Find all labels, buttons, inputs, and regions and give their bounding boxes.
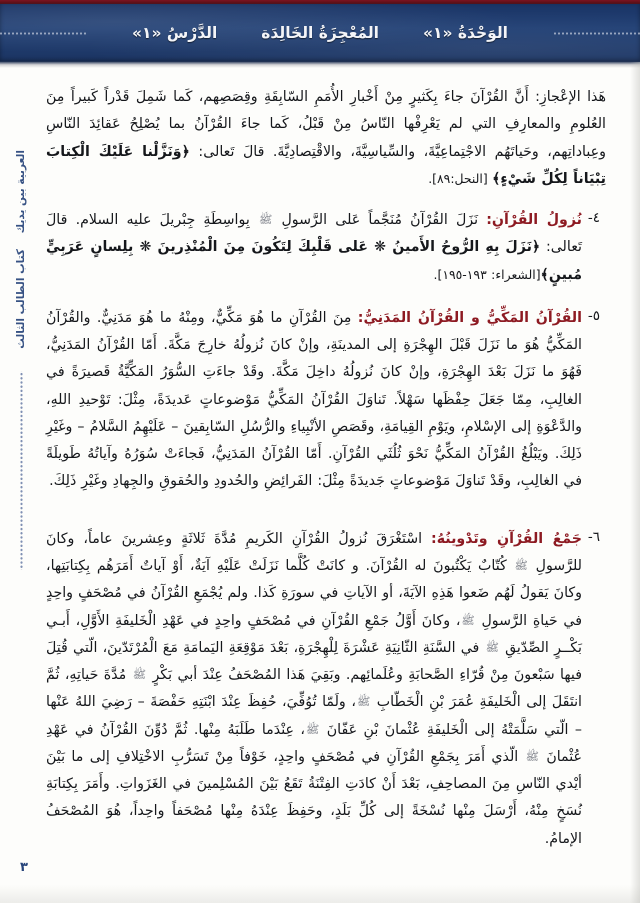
- item-verse: ﴿نَزَلَ بِهِ الرُّوحُ الأَمينُ ❋ عَلى قَلْبِكَ لِتَكُونَ مِنَ الْمُنْذِرينَ ❋ بِلِسانٍ عَرَبِيٍّ مُبينٍ﴾: [46, 239, 582, 283]
- honorific-radiyallahu-icon: ﷺ: [485, 640, 499, 654]
- item-number: ٤-: [587, 210, 601, 227]
- intro-verse-reference: [النحل:٨٩].: [428, 170, 493, 186]
- header-dots-rule-right: [552, 31, 640, 36]
- spine-dots-rule: [19, 371, 24, 570]
- list-item: [46, 305, 606, 496]
- item-text-before: نَزَلَ القُرْآنُ مُنَجَّماً عَلى الرَّسولِ: [273, 212, 487, 229]
- intro-text: هَذا الإعْجازِ: أَنَّ القُرْآنَ جاءَ بِكَثيرٍ مِنْ أَخْبارِ الأُمَمِ السّابِقَةِ وقِصَصِهم، كَما شَمِلَ قَدْراً كَبيراً مِنَ العُلومِ والمعارِفِ التي لم يَعْرِفْها النّاسُ مِنْ قَبْلُ، كَما جاءَ القُرْآنُ بما يُصْلِحُ عَقائِدَ النّاسِ وعِباداتِهم، وحَياتَهُم الاجْتِماعِيَّةَ، والسِّياسِيَّةَ، والاقْتِصادِيَّةَ. قالَ تَعالى:: [46, 89, 606, 160]
- honorific-sallallahu-icon: ﷺ: [514, 558, 528, 572]
- intro-verse: ﴿وَنَزَّلْنا عَلَيْكَ الْكِتابَ تِبْيَاناً لِكُلِّ شَيْءٍ﴾: [46, 143, 606, 187]
- header-content: [0, 4, 640, 62]
- item-content: [46, 526, 582, 853]
- honorific-radiyallahu-icon: ﷺ: [305, 722, 320, 736]
- item-text-mid: بِواسِطَةِ جِبْريلَ عليه السلام. قالَ تَعالى:: [46, 212, 582, 256]
- honorific-sallallahu-icon: ﷺ: [461, 613, 475, 627]
- page-bottom-shadow: [0, 885, 640, 903]
- page-header-banner: [0, 4, 640, 62]
- item-text-1: اسْتَغْرَقَ نُزولُ القُرْآنِ الكَريمِ مُدَّةَ ثَلاثَةٍ وعِشرينَ عاماً، وكانَ للرَّسولِ: [46, 530, 583, 574]
- list-item: [46, 207, 606, 289]
- list-item: [46, 526, 606, 853]
- item-lead-heading: القُرْآنُ المَكِّيُّ و القُرْآنُ المَدَنِيُّ:: [357, 309, 582, 326]
- item-content: [46, 207, 582, 289]
- item-text-5: مُدَّةَ حَياتِهِ، ثُمَّ انتَقَلَ إلى الْخَليفَةِ عُمَرَ بْنِ الْخَطّابِ: [46, 667, 582, 711]
- header-lesson-title: المُعْجِزَةُ الخَالِدَة: [261, 24, 379, 42]
- item-content: [46, 305, 582, 496]
- item-text: مِنَ القُرْآنِ ما هُوَ مَكِّيٌّ، ومِنْهُ ما هُوَ مَدَنِيٌّ. والقُرْآنُ المَكِّيُّ هُوَ ما نَزَلَ قَبْلَ الهِجْرَةِ إلى المدينَةِ، وإنْ كانَ نُزولُهُ خارِجَ مَكَّةَ. أَمّا القُرْآنُ المَدَنِيُّ، فَهُوَ ما نَزَلَ بَعْدَ الهِجْرَةِ، وإنْ كانَ نُزولُهُ داخِلَ مَكَّةَ. وقَدْ جاءَتِ السُّوَرُ المَكِّيَّةُ قَصيرَةً في الغالِبِ، مِمّا جَعَلَ حِفْظَها سَهْلاً. تَناوَلَ القُرْآنُ المَكِّيُّ مَوْضوعاتٍ عَديدَةً، مِثْلَ: تَوْحيدِ اللهِ، والدَّعْوَةِ إلى الإسْلامِ، ويَوْمِ القِيامَةِ، وقَصَصِ الأنْبِياءِ والرُّسُلِ السّابِقينَ – عَلَيْهِمُ السَّلامُ – وغَيْرِ ذَلِكَ. ويَبْلُغُ القُرْآنُ المَكِّيُّ نَحْوَ ثُلُثَي القُرْآنِ. أَمّا القُرْآنُ المَدَنِيُّ، فَجاءَتْ سُوَرُهُ وآياتُهُ طَويلَةً في الغالِبِ، وقَدْ تَناوَلَ مَوْضوعاتٍ جَديدَةً مِثْلَ: الفَرائِضِ والحُدودِ والحُقوقِ والجِهادِ وغَيْرِ ذَلِكَ.: [46, 309, 582, 490]
- item-lead-heading: نُزولُ القُرْآنِ:: [486, 212, 582, 229]
- item-verse-reference: [الشعراء: ١٩٣-١٩٥].: [433, 266, 541, 282]
- spine-book-title: كتاب الطالب الثالث: [15, 249, 27, 350]
- item-number: ٦-: [587, 528, 601, 545]
- item-text-6: ، ولَمّا تُوُفِّيَ، حُفِظَ عِنْدَ ابْنَتِهِ حَفْصَةَ – رَضِيَ اللهُ عَنْها – الّتي سَلَّمَتْهُ إلى الْخَليفَةِ عُثْمانَ بْنِ عَفّانَ: [46, 694, 582, 738]
- book-spine-labels: [4, 150, 38, 570]
- header-lesson-label: الدَّرْسُ «١»: [131, 24, 218, 42]
- honorific-radiyallahu-icon: ﷺ: [356, 695, 371, 709]
- header-unit-label: الوَحْدَةُ «١»: [422, 24, 508, 42]
- item-lead-heading: جَمْعُ القُرْآنِ وتَدْوينُهُ:: [431, 530, 582, 547]
- honorific-sallallahu-icon: ﷺ: [258, 213, 273, 227]
- page-right-edge-shadow: [630, 62, 640, 903]
- honorific-radiyallahu-icon: ﷺ: [525, 749, 539, 763]
- page-body: [46, 84, 606, 869]
- item-text-7: ، عِنْدَما طَلَبَهُ مِنْها. ثُمَّ دُوِّنَ القُرْآنُ في عَهْدِ عُثْمانَ: [46, 721, 583, 765]
- item-text-8: الّذي أَمَرَ بِجَمْعِ القُرْآنِ في مُصْحَفٍ واحِدٍ، خَوْفاً مِنْ تَسَرُّبِ الاخْتِلافِ إلى ما بَيْنَ أيْدي النّاسِ مِنَ المصاحِفِ، بَعْدَ أَنْ كادَتِ الفِتْنَةُ تَقَعُ بَيْنَ المُسْلِمينَ في الغَزَواتِ. وأَمَرَ بِكِتابَةِ نُسَخٍ مِنْهُ، أَرْسَلَ مِنْها نُسْخَةً إلى كُلِّ بَلَدٍ، وحَفِظَ عِنْدَهُ مِنْها مُصْحَفاً واحِداً، هُوَ المُصْحَفُ الإمامُ.: [46, 748, 582, 847]
- item-text-4: في السَّنَةِ الثّانِيَةِ عَشْرَةَ لِلْهِجْرَةِ، بَعْدَ مَوْقِعَةِ اليَمامَةِ مَعَ الْمُرْتَدّينَ، الّتي قُتِلَ فيها سَبْعونَ مِنْ قُرّاءِ الصَّحابَةِ وعُلَمائِهم. وبَقِيَ هَذا المُصْحَفُ عِنْدَ أبي بَكْرٍ: [46, 639, 582, 684]
- honorific-radiyallahu-icon: ﷺ: [132, 668, 146, 682]
- item-text-2: كُتّابٌ يَكْتُبونَ له القُرْآنَ. و كانَتْ كُلَّما نَزَلَتْ عَلَيْهِ آيَةٌ، أَوْ آياتٌ أَمَرَهُم بِكِتابَتِها، وكانَ يَقولُ لَهُم ضَعوا هَذِهِ الآيَةَ، أو الآياتِ في سورَةِ كَذا. ولم يُجْمَعِ القُرْآنُ في مُصْحَفٍ واحِدٍ في حَياةِ الرَّسولِ: [46, 557, 582, 629]
- spine-series-title: العربية بين يديك: [15, 150, 27, 234]
- header-dots-rule-left: [0, 31, 88, 36]
- item-text-3: ، وكانَ أَوَّلُ جَمْعِ القُرْآنِ في مُصْحَفٍ واحِدٍ في عَهْدِ الْخَليفَةِ الأَوَّلِ، أَبـي بَكْــرٍ الصِّدّيقِ: [46, 612, 582, 656]
- intro-paragraph: [46, 84, 606, 193]
- page-number: ٣: [20, 860, 28, 875]
- item-number: ٥-: [587, 307, 601, 324]
- section-spacer: [46, 512, 606, 526]
